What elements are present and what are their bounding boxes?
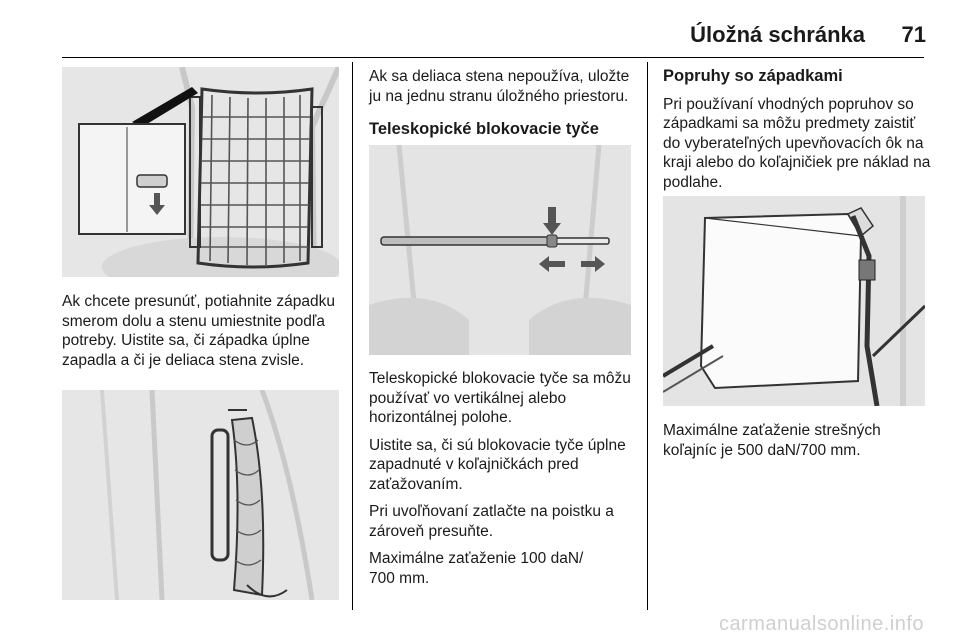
paragraph-stow-partition: Ak sa deliaca stena nepoužíva, uložte ju na jednu stranu úložného priestoru. bbox=[369, 68, 630, 105]
chapter-title: Úložná schránka bbox=[690, 22, 865, 47]
column-3-text-lower bbox=[663, 421, 931, 468]
paragraph-bar-release: Pri uvoľňovaní zatlačte na poistku a zároveň presuňte. bbox=[369, 503, 614, 540]
figure-strapped-load bbox=[663, 196, 925, 406]
column-1-text bbox=[62, 292, 342, 378]
column-3-text bbox=[663, 67, 931, 200]
footer-watermark: carmanualsonline.info bbox=[718, 613, 924, 635]
column-2-text bbox=[369, 67, 637, 152]
cargo-net-illustration bbox=[62, 67, 339, 277]
stowed-net-illustration bbox=[62, 390, 339, 600]
page-number: 71 bbox=[901, 22, 926, 47]
paragraph-roof-rail-max-load: Maximálne zaťaženie strešných koľajníc je 500 daN/700 mm. bbox=[663, 422, 881, 459]
paragraph-bar-engaged: Uistite sa, či sú blokovacie tyče úplne zapadnuté v koľajničkách pred zaťažovaním. bbox=[369, 436, 626, 493]
column-2-text-lower bbox=[369, 369, 637, 596]
page-header bbox=[0, 0, 960, 56]
column-divider-1 bbox=[352, 62, 353, 610]
header-rule bbox=[62, 57, 924, 58]
telescopic-bar-illustration bbox=[369, 145, 631, 355]
paragraph-move-partition: Ak chcete presunúť, potiahnite západku smerom dolu a stenu umiestnite podľa potreby. Uistite sa, či západka úplne zapadla a či je deliaca stena zvisle. bbox=[62, 293, 335, 369]
paragraph-ratchet-straps: Pri používaní vhodných popruhov so západkami sa môžu predmety zaistiť do vyberateľných upevňovacích ôk na kraji alebo do koľajničiek pre náklad na podlahe. bbox=[663, 95, 931, 191]
figure-cargo-net-partition bbox=[62, 67, 339, 277]
figure-stowed-net bbox=[62, 390, 339, 600]
figure-telescopic-bar bbox=[369, 145, 631, 355]
paragraph-bar-max-load: Maximálne zaťaženie 100 daN/ 700 mm. bbox=[369, 550, 584, 587]
column-divider-2 bbox=[647, 62, 648, 610]
strapped-load-illustration bbox=[663, 196, 925, 406]
paragraph-bar-positions: Teleskopické blokovacie tyče sa môžu používať vo vertikálnej alebo horizontálnej polohe. bbox=[369, 370, 631, 426]
heading-ratchet-straps: Popruhy so západkami bbox=[663, 67, 843, 85]
heading-telescopic-bars: Teleskopické blokovacie tyče bbox=[369, 120, 599, 138]
